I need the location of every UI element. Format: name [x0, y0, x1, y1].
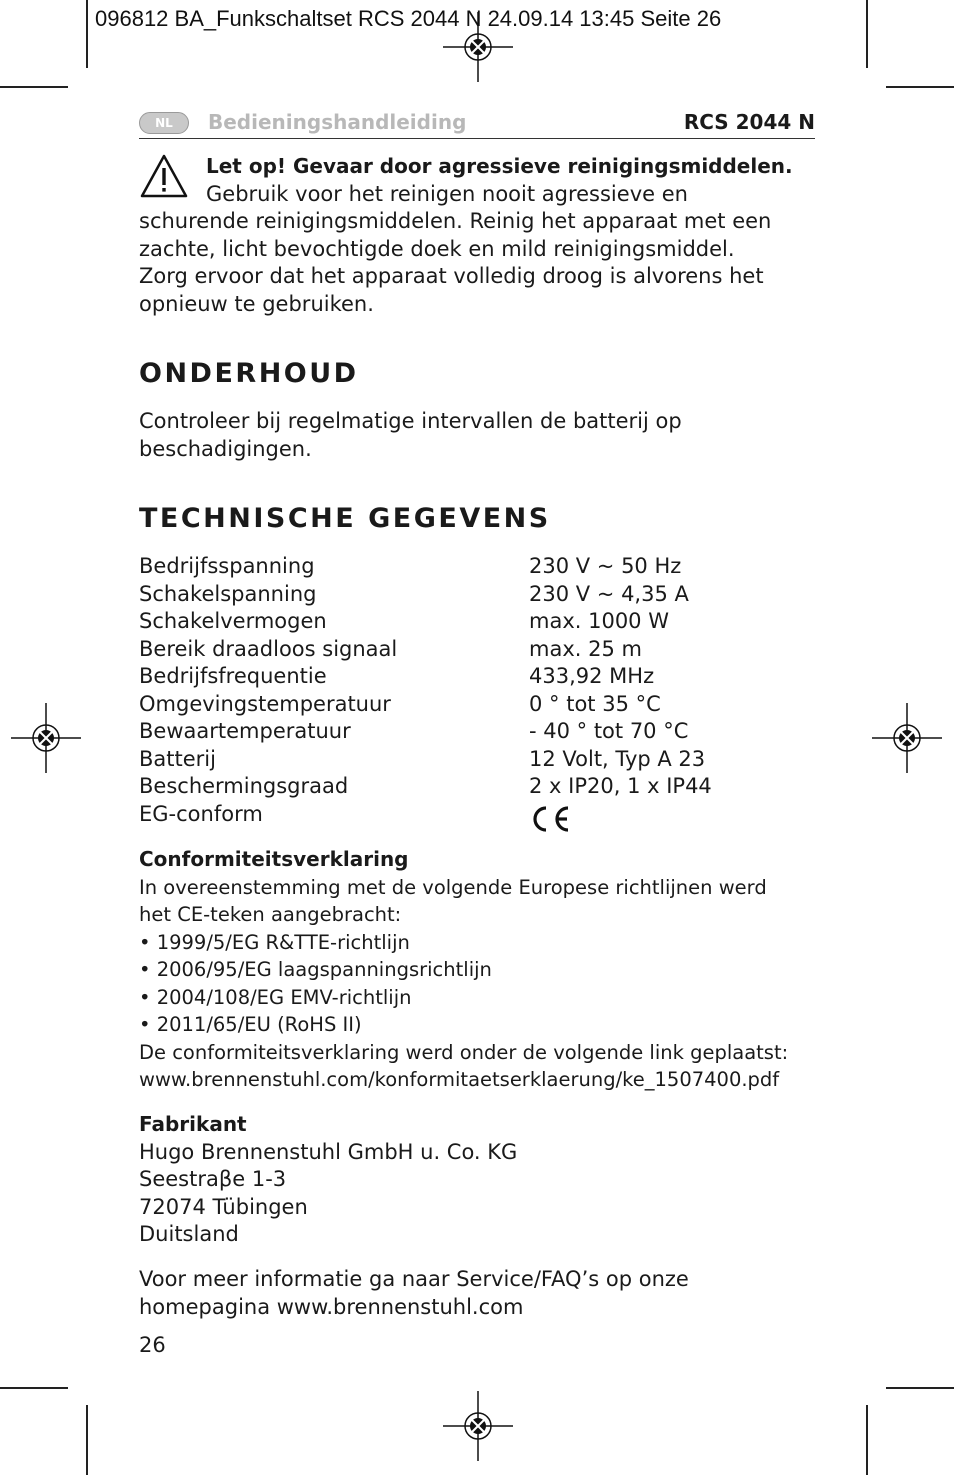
manufacturer-line: Duitsland	[139, 1222, 239, 1246]
spec-row	[139, 636, 819, 664]
crop-mark-top-left-vertical	[86, 0, 88, 68]
registration-mark-bottom-icon	[443, 1391, 513, 1461]
warning-text	[139, 208, 819, 318]
maintenance-text-line: Controleer bij regelmatige intervallen de batterij op	[139, 409, 682, 433]
crop-mark-bottom-left-horizontal	[0, 1387, 68, 1389]
spec-row	[139, 691, 819, 719]
spec-label: EG-conform	[139, 801, 263, 826]
conformity-text-line: het CE-teken aangebracht:	[139, 903, 402, 926]
print-job-header: 096812 BA_Funkschaltset RCS 2044 N 24.09.14 13:45 Seite 26	[95, 6, 722, 31]
warning-text-line: Zorg ervoor dat het apparaat volledig droog is alvorens het	[139, 264, 764, 288]
spec-row	[139, 801, 819, 829]
conformity-section	[139, 846, 788, 1094]
spec-label: Batterij	[139, 746, 216, 771]
crop-mark-bottom-right-horizontal	[886, 1387, 954, 1389]
ce-mark-icon	[528, 804, 572, 834]
spec-label: Schakelspanning	[139, 581, 317, 606]
crop-mark-top-left-horizontal	[0, 86, 68, 88]
manufacturer-line: Hugo Brennenstuhl GmbH u. Co. KG	[139, 1139, 518, 1164]
spec-label: Bedrijfsspanning	[139, 554, 315, 578]
crop-mark-bottom-left-vertical	[86, 1405, 88, 1475]
manufacturer-line: Seestraβe 1-3	[139, 1167, 287, 1191]
maintenance-heading: ONDERHOUD	[139, 358, 359, 389]
registration-mark-right-icon	[872, 703, 942, 773]
maintenance-text-line: beschadigingen.	[139, 436, 312, 461]
manufacturer-heading: Fabrikant	[139, 1112, 247, 1136]
spec-row	[139, 581, 819, 609]
spec-row	[139, 553, 819, 581]
crop-mark-bottom-right-vertical	[866, 1405, 868, 1475]
spec-value: max. 25 m	[529, 636, 642, 661]
spec-value: 230 V ~ 50 Hz	[529, 554, 682, 578]
warning-title: Let op! Gevaar door agressieve reinigingsmiddelen.	[206, 154, 793, 178]
manufacturer-line: 72074 Tübingen	[139, 1194, 308, 1219]
technical-data-heading: TECHNISCHE GEGEVENS	[139, 503, 551, 534]
crop-mark-top-right-horizontal	[886, 86, 954, 88]
warning-text-line: opnieuw te gebruiken.	[139, 291, 374, 316]
language-badge-label: NL	[155, 116, 173, 130]
manual-title: Bedieningshandleiding	[208, 110, 467, 134]
conformity-text-line: De conformiteitsverklaring werd onder de volgende link geplaatst:	[139, 1040, 789, 1064]
spec-value: max. 1000 W	[529, 609, 669, 633]
conformity-heading: Conformiteitsverklaring	[139, 847, 409, 871]
directive-list-item: • 1999/5/EG R&TTE-richtlijn	[139, 930, 410, 954]
more-info-line: Voor meer informatie ga naar Service/FAQ’s op onze	[139, 1267, 689, 1291]
model-number: RCS 2044 N	[683, 110, 815, 134]
directive-list-item: • 2004/108/EG EMV-richtlijn	[139, 985, 412, 1009]
spec-table	[139, 553, 819, 828]
more-info-line: homepagina www.brennenstuhl.com	[139, 1294, 524, 1319]
spec-label: Bereik draadloos signaal	[139, 636, 398, 661]
registration-mark-top-icon	[443, 12, 513, 82]
spec-label: Bedrijfsfrequentie	[139, 664, 327, 688]
directive-list-item: • 2006/95/EG laagspanningsrichtlijn	[139, 958, 492, 981]
spec-label: Beschermingsgraad	[139, 774, 349, 798]
registration-mark-left-icon	[11, 703, 81, 773]
warning-text-line: schurende reinigingsmiddelen. Reinig het apparaat met een	[139, 209, 772, 233]
spec-label: Omgevingstemperatuur	[139, 691, 391, 716]
page-header	[139, 110, 815, 139]
warning-triangle-icon	[139, 153, 189, 199]
spec-value: 230 V ~ 4,35 A	[529, 581, 689, 606]
crop-mark-top-right-vertical	[866, 0, 868, 68]
spec-label: Bewaartemperatuur	[139, 719, 351, 743]
spec-value: 433,92 MHz	[529, 664, 655, 688]
spec-label: Schakelvermogen	[139, 609, 327, 633]
spec-row	[139, 746, 819, 774]
conformity-text-line: In overeenstemming met de volgende Europese richtlijnen werd	[139, 875, 767, 899]
page-number: 26	[139, 1333, 166, 1357]
spec-row	[139, 608, 819, 636]
directive-list-item: • 2011/65/EU (RoHS II)	[139, 1013, 362, 1036]
spec-value: - 40 ° tot 70 °C	[529, 719, 689, 743]
more-info-text	[139, 1266, 689, 1321]
spec-value: 12 Volt, Typ A 23	[529, 746, 706, 771]
warning-text-line: Gebruik voor het reinigen nooit agressieve en	[206, 182, 688, 206]
manufacturer-section	[139, 1111, 517, 1249]
maintenance-text	[139, 408, 682, 463]
conformity-link: www.brennenstuhl.com/konformitaetserklaerung/ke_1507400.pdf	[139, 1068, 780, 1091]
spec-row	[139, 663, 819, 691]
warning-text-line: zachte, licht bevochtigde doek en mild reinigingsmiddel.	[139, 236, 735, 261]
spec-row	[139, 718, 819, 746]
spec-row	[139, 773, 819, 801]
language-badge	[139, 112, 189, 134]
spec-value: 0 ° tot 35 °C	[529, 691, 661, 716]
spec-value: 2 x IP20, 1 x IP44	[529, 774, 712, 798]
